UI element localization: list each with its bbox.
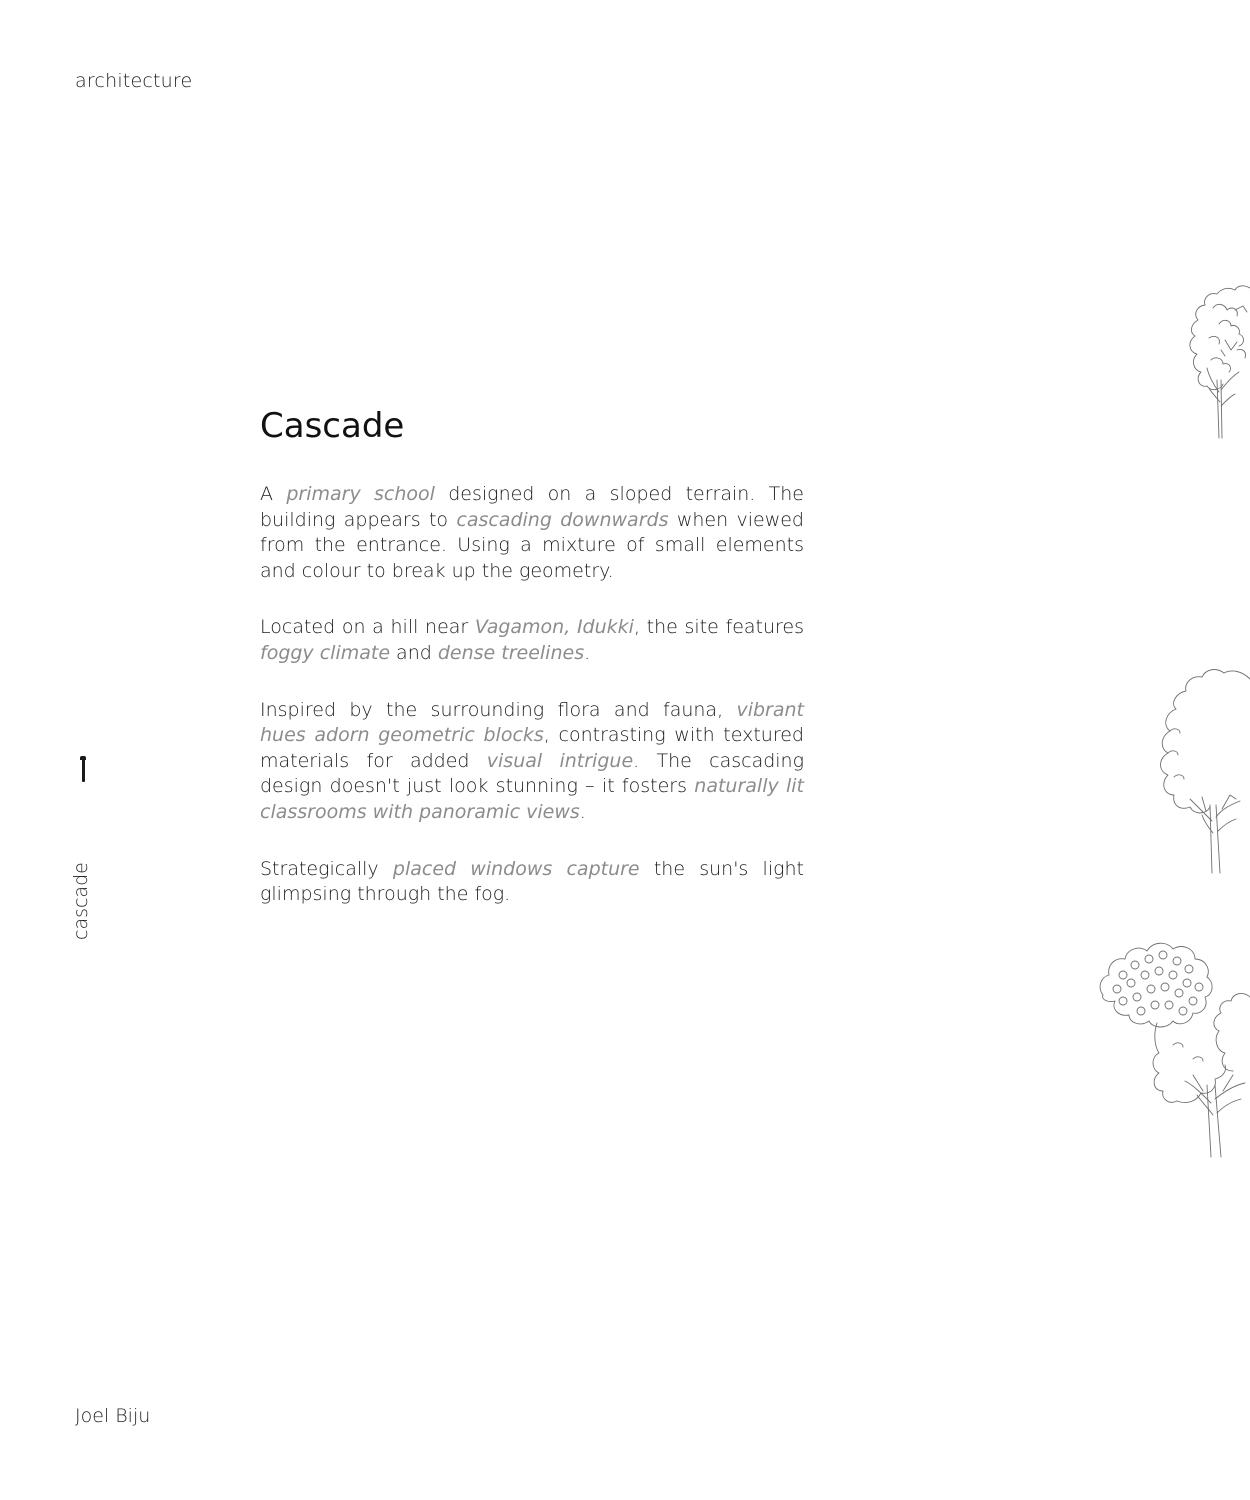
highlighted-phrase: vibrant hues adorn geometric blocks xyxy=(260,698,804,747)
highlighted-phrase: primary school xyxy=(286,483,435,505)
paragraph-text: Strategically xyxy=(260,857,393,880)
highlighted-phrase: cascading downwards xyxy=(456,508,669,531)
paragraph-text: . xyxy=(579,800,586,823)
highlighted-phrase: visual intrigue xyxy=(486,749,634,772)
description-paragraph xyxy=(260,857,804,908)
paragraph-text: Inspired by the surrounding flora and fauna, xyxy=(260,698,737,721)
paragraph-text: , the site features xyxy=(633,616,804,639)
highlighted-phrase: dense treelines xyxy=(437,641,585,664)
description-paragraph xyxy=(260,698,804,826)
highlighted-phrase: Vagamon, Idukki xyxy=(474,616,634,639)
paragraph-text: . xyxy=(584,641,591,664)
vertical-project-label: cascade xyxy=(70,862,92,940)
author-name: Joel Biju xyxy=(75,1405,151,1427)
tree-sketch-icon xyxy=(1093,935,1250,1160)
paragraph-text: . The cascading design doesn't just look stunning – it fosters xyxy=(260,749,804,798)
paragraph-text: Located on a hill near xyxy=(260,616,475,639)
side-marker-icon xyxy=(82,756,85,782)
highlighted-phrase: naturally lit classrooms with panoramic views xyxy=(260,775,804,823)
paragraph-text: designed on a sloped terrain. The building appears to xyxy=(260,483,804,531)
tree-sketch-icon xyxy=(1150,665,1250,875)
description-paragraph xyxy=(260,482,804,584)
project-description xyxy=(260,482,804,939)
paragraph-text: when viewed from the entrance. Using a mixture of small elements and colour to break up the geometry. xyxy=(260,508,804,582)
paragraph-text: and xyxy=(390,641,438,664)
description-paragraph xyxy=(260,615,804,666)
section-label: architecture xyxy=(75,70,193,92)
tree-sketch-icon xyxy=(1165,280,1250,440)
highlighted-phrase: placed windows capture xyxy=(392,857,640,880)
paragraph-text: the sun's light glimpsing through the fog. xyxy=(260,857,804,906)
highlighted-phrase: foggy climate xyxy=(260,641,391,664)
paragraph-text: , contrasting with textured materials for added xyxy=(260,724,804,772)
paragraph-text: A xyxy=(260,483,287,505)
page-title: Cascade xyxy=(260,406,405,446)
